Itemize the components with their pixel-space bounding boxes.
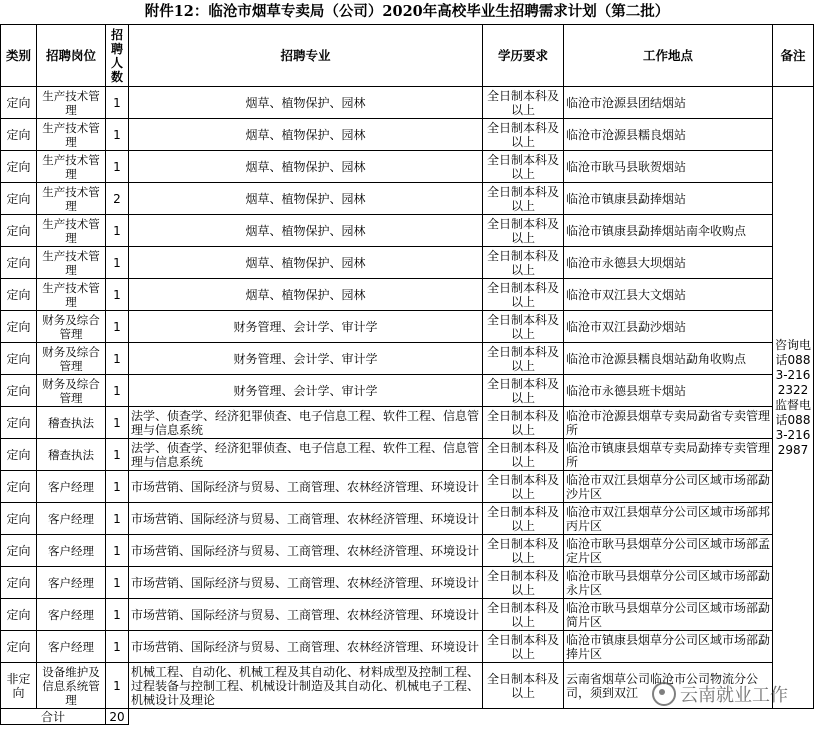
row-location: 临沧市双江县勐沙烟站 xyxy=(564,311,773,343)
row-education: 全日制本科及以上 xyxy=(483,87,564,119)
row-count: 1 xyxy=(106,247,129,279)
total-empty xyxy=(129,709,814,725)
row-position: 客户经理 xyxy=(37,567,106,599)
row-education: 全日制本科及以上 xyxy=(483,599,564,631)
row-category: 定向 xyxy=(1,375,37,407)
table-row xyxy=(1,87,814,119)
row-education: 全日制本科及以上 xyxy=(483,183,564,215)
row-category: 定向 xyxy=(1,215,37,247)
table-row xyxy=(1,599,814,631)
watermark-text: 云南就业工作 xyxy=(680,685,788,706)
table-row xyxy=(1,183,814,215)
row-position: 生产技术管理 xyxy=(37,87,106,119)
row-count: 1 xyxy=(106,87,129,119)
row-category: 定向 xyxy=(1,599,37,631)
table-row xyxy=(1,375,814,407)
table-row xyxy=(1,215,814,247)
wechat-logo-icon xyxy=(652,682,676,706)
row-count: 1 xyxy=(106,503,129,535)
row-location: 临沧市耿马县烟草分公司区域市场部勐简片区 xyxy=(564,599,773,631)
row-location: 临沧市沧源县糯良烟站勐角收购点 xyxy=(564,343,773,375)
row-major: 财务管理、会计学、审计学 xyxy=(129,311,483,343)
row-count: 1 xyxy=(106,407,129,439)
row-education: 全日制本科及以上 xyxy=(483,503,564,535)
row-count: 1 xyxy=(106,343,129,375)
row-location: 临沧市双江县大文烟站 xyxy=(564,279,773,311)
row-location: 临沧市镇康县烟草专卖局勐捧专卖管理所 xyxy=(564,439,773,471)
table-row xyxy=(1,535,814,567)
row-category: 定向 xyxy=(1,407,37,439)
row-major: 法学、侦查学、经济犯罪侦查、电子信息工程、软件工程、信息管理与信息系统 xyxy=(129,439,483,471)
row-count: 1 xyxy=(106,535,129,567)
row-major: 市场营销、国际经济与贸易、工商管理、农林经济管理、环境设计 xyxy=(129,503,483,535)
table-row xyxy=(1,471,814,503)
row-position: 生产技术管理 xyxy=(37,215,106,247)
row-position: 生产技术管理 xyxy=(37,119,106,151)
row-position: 生产技术管理 xyxy=(37,247,106,279)
row-count: 2 xyxy=(106,183,129,215)
row-major: 烟草、植物保护、园林 xyxy=(129,215,483,247)
row-category: 定向 xyxy=(1,151,37,183)
table-row xyxy=(1,567,814,599)
row-major: 市场营销、国际经济与贸易、工商管理、农林经济管理、环境设计 xyxy=(129,567,483,599)
row-position: 生产技术管理 xyxy=(37,279,106,311)
row-count: 1 xyxy=(106,279,129,311)
header-row xyxy=(1,25,814,87)
row-education: 全日制本科及以上 xyxy=(483,311,564,343)
row-education: 全日制本科及以上 xyxy=(483,247,564,279)
total-label: 合计 xyxy=(1,709,106,725)
row-education: 全日制本科及以上 xyxy=(483,343,564,375)
row-count: 1 xyxy=(106,471,129,503)
row-count: 1 xyxy=(106,119,129,151)
row-education: 全日制本科及以上 xyxy=(483,631,564,663)
row-education: 全日制本科及以上 xyxy=(483,471,564,503)
table-row xyxy=(1,279,814,311)
row-position: 财务及综合管理 xyxy=(37,311,106,343)
header-count: 招聘人数 xyxy=(106,25,129,87)
table-row xyxy=(1,439,814,471)
row-count: 1 xyxy=(106,663,129,709)
row-position: 财务及综合管理 xyxy=(37,343,106,375)
row-major: 市场营销、国际经济与贸易、工商管理、农林经济管理、环境设计 xyxy=(129,631,483,663)
row-category: 非定向 xyxy=(1,663,37,709)
row-location: 临沧市镇康县烟草分公司区域市场部勐捧片区 xyxy=(564,631,773,663)
row-major: 财务管理、会计学、审计学 xyxy=(129,375,483,407)
row-category: 定向 xyxy=(1,87,37,119)
row-position: 客户经理 xyxy=(37,535,106,567)
row-category: 定向 xyxy=(1,247,37,279)
row-location: 临沧市耿马县烟草分公司区域市场部孟定片区 xyxy=(564,535,773,567)
row-location: 临沧市镇康县勐捧烟站 xyxy=(564,183,773,215)
row-category: 定向 xyxy=(1,567,37,599)
row-category: 定向 xyxy=(1,343,37,375)
row-position: 生产技术管理 xyxy=(37,183,106,215)
row-major: 烟草、植物保护、园林 xyxy=(129,183,483,215)
row-count: 1 xyxy=(106,439,129,471)
row-major: 机械工程、自动化、机械工程及其自动化、材料成型及控制工程、过程装备与控制工程、机械设计制造及其自动化、机械电子工程、机械设计及理论 xyxy=(129,663,483,709)
row-location: 临沧市沧源县团结烟站 xyxy=(564,87,773,119)
row-position: 财务及综合管理 xyxy=(37,375,106,407)
note-cell: 咨询电话0883-2162322 监督电话0883-2162987 xyxy=(773,87,814,709)
row-location: 临沧市沧源县糯良烟站 xyxy=(564,119,773,151)
table-row xyxy=(1,631,814,663)
row-category: 定向 xyxy=(1,503,37,535)
row-category: 定向 xyxy=(1,535,37,567)
header-education: 学历要求 xyxy=(483,25,564,87)
row-location: 云南省烟草公司临沧市公司物流分公司，须到双江 xyxy=(564,663,773,709)
watermark xyxy=(652,681,788,707)
row-location: 临沧市双江县烟草分公司区域市场部勐沙片区 xyxy=(564,471,773,503)
row-education: 全日制本科及以上 xyxy=(483,439,564,471)
row-major: 烟草、植物保护、园林 xyxy=(129,151,483,183)
row-count: 1 xyxy=(106,599,129,631)
row-count: 1 xyxy=(106,311,129,343)
row-education: 全日制本科及以上 xyxy=(483,407,564,439)
row-location: 临沧市永德县大坝烟站 xyxy=(564,247,773,279)
header-position: 招聘岗位 xyxy=(37,25,106,87)
row-category: 定向 xyxy=(1,279,37,311)
row-education: 全日制本科及以上 xyxy=(483,375,564,407)
row-position: 客户经理 xyxy=(37,471,106,503)
row-position: 稽查执法 xyxy=(37,439,106,471)
row-count: 1 xyxy=(106,567,129,599)
row-location: 临沧市双江县烟草分公司区域市场部邦丙片区 xyxy=(564,503,773,535)
table-row xyxy=(1,343,814,375)
row-position: 客户经理 xyxy=(37,599,106,631)
row-count: 1 xyxy=(106,375,129,407)
row-major: 市场营销、国际经济与贸易、工商管理、农林经济管理、环境设计 xyxy=(129,535,483,567)
row-location: 临沧市沧源县烟草专卖局勐省专卖管理所 xyxy=(564,407,773,439)
row-education: 全日制本科及以上 xyxy=(483,151,564,183)
row-count: 1 xyxy=(106,151,129,183)
row-major: 法学、侦查学、经济犯罪侦查、电子信息工程、软件工程、信息管理与信息系统 xyxy=(129,407,483,439)
row-major: 市场营销、国际经济与贸易、工商管理、农林经济管理、环境设计 xyxy=(129,599,483,631)
row-location: 临沧市耿马县烟草分公司区域市场部勐永片区 xyxy=(564,567,773,599)
table-row xyxy=(1,119,814,151)
table-row xyxy=(1,503,814,535)
row-education: 全日制本科及以上 xyxy=(483,215,564,247)
row-category: 定向 xyxy=(1,311,37,343)
header-category: 类别 xyxy=(1,25,37,87)
table-row xyxy=(1,151,814,183)
row-major: 市场营销、国际经济与贸易、工商管理、农林经济管理、环境设计 xyxy=(129,471,483,503)
row-position: 客户经理 xyxy=(37,631,106,663)
row-education: 全日制本科及以上 xyxy=(483,535,564,567)
row-category: 定向 xyxy=(1,439,37,471)
table-row xyxy=(1,247,814,279)
row-category: 定向 xyxy=(1,631,37,663)
row-position: 稽查执法 xyxy=(37,407,106,439)
row-education: 全日制本科及以上 xyxy=(483,119,564,151)
row-location: 临沧市耿马县耿贺烟站 xyxy=(564,151,773,183)
row-major: 烟草、植物保护、园林 xyxy=(129,247,483,279)
recruitment-table xyxy=(0,24,814,725)
row-education: 全日制本科及以上 xyxy=(483,567,564,599)
row-category: 定向 xyxy=(1,119,37,151)
row-major: 财务管理、会计学、审计学 xyxy=(129,343,483,375)
row-count: 1 xyxy=(106,215,129,247)
row-position: 设备维护及信息系统管理 xyxy=(37,663,106,709)
row-education: 全日制本科及以上 xyxy=(483,279,564,311)
row-major: 烟草、植物保护、园林 xyxy=(129,119,483,151)
total-row xyxy=(1,709,814,725)
row-major: 烟草、植物保护、园林 xyxy=(129,279,483,311)
header-major: 招聘专业 xyxy=(129,25,483,87)
row-location: 临沧市永德县班卡烟站 xyxy=(564,375,773,407)
total-value: 20 xyxy=(106,709,129,725)
row-count: 1 xyxy=(106,631,129,663)
header-location: 工作地点 xyxy=(564,25,773,87)
row-position: 生产技术管理 xyxy=(37,151,106,183)
row-education: 全日制本科及以上 xyxy=(483,663,564,709)
row-location: 临沧市镇康县勐捧烟站南伞收购点 xyxy=(564,215,773,247)
header-note: 备注 xyxy=(773,25,814,87)
row-category: 定向 xyxy=(1,471,37,503)
row-position: 客户经理 xyxy=(37,503,106,535)
document-title: 附件12：临沧市烟草专卖局（公司）2020年高校毕业生招聘需求计划（第二批） xyxy=(144,3,670,20)
row-category: 定向 xyxy=(1,183,37,215)
table-row xyxy=(1,311,814,343)
row-major: 烟草、植物保护、园林 xyxy=(129,87,483,119)
table-row xyxy=(1,407,814,439)
